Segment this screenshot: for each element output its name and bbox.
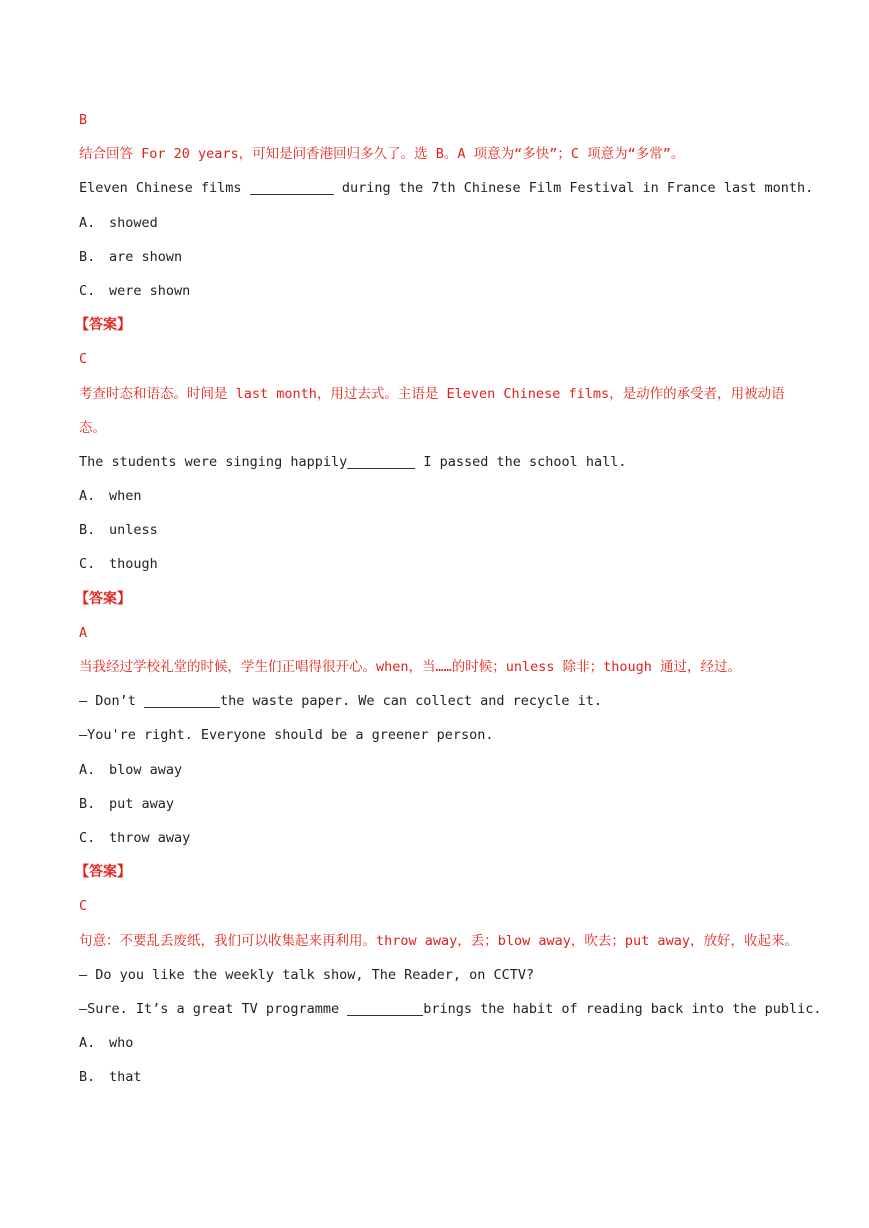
question-stem: — Don’t the waste paper. We can collect and recycle it. (79, 693, 603, 710)
answer-label: 【答案】 (75, 317, 131, 334)
answer-blank (347, 1001, 423, 1016)
document-page (75, 103, 822, 1094)
answer-label: 【答案】 (75, 864, 131, 881)
answer-explanation: 结合回答 For 20 years，可知是问香港回归多久了。选 B。A 项意为“多快”；C 项意为“多常”。 (79, 146, 685, 163)
question-1 (75, 171, 814, 445)
answer-blank (347, 454, 415, 469)
answer-blank (250, 180, 334, 195)
answer-explanation: 当我经过学校礼堂的时候，学生们正唱得很开心。when，当……的时候；unless 除非；though 通过，经过。 (79, 659, 742, 676)
option-b: B. unless (79, 522, 158, 539)
answer-label: 【答案】 (75, 590, 131, 607)
option-b: B. put away (79, 795, 175, 812)
question-stem: Eleven Chinese films during the 7th Chinese Film Festival in France last month. (79, 180, 814, 197)
option-a: A. who (79, 1035, 134, 1052)
question-2 (75, 445, 799, 684)
question-response: —Sure. It’s a great TV programme brings the habit of reading back into the public. (79, 1000, 822, 1017)
answer-letter: C (79, 898, 88, 915)
question-stem: — Do you like the weekly talk show, The Reader, on CCTV? (79, 966, 535, 983)
option-b: B. that (79, 1069, 142, 1086)
question-3 (75, 684, 799, 958)
question-response: —You're right. Everyone should be a greener person. (79, 727, 494, 744)
option-a: A. showed (79, 214, 158, 231)
option-c: C. though (79, 556, 158, 573)
answer-explanation: 句意：不要乱丢废纸，我们可以收集起来再利用。throw away，丢；blow away，吹去；put away，放好，收起来。 (79, 932, 798, 949)
option-c: C. were shown (79, 282, 191, 299)
option-b: B. are shown (79, 248, 183, 265)
answer-explanation: 考查时态和语态。时间是 last month，用过去式。主语是 Eleven Chinese films，是动作的承受者，用被动语态。 (79, 385, 785, 436)
answer-letter: A (79, 624, 88, 641)
answer-letter: C (79, 351, 88, 368)
option-a: A. blow away (79, 761, 183, 778)
option-c: C. throw away (79, 829, 191, 846)
option-a: A. when (79, 488, 142, 505)
answer-blank (144, 693, 220, 708)
question-4 (79, 958, 822, 1095)
answer-letter: B (79, 112, 88, 128)
question-stem: The students were singing happily I passed the school hall. (79, 453, 627, 470)
